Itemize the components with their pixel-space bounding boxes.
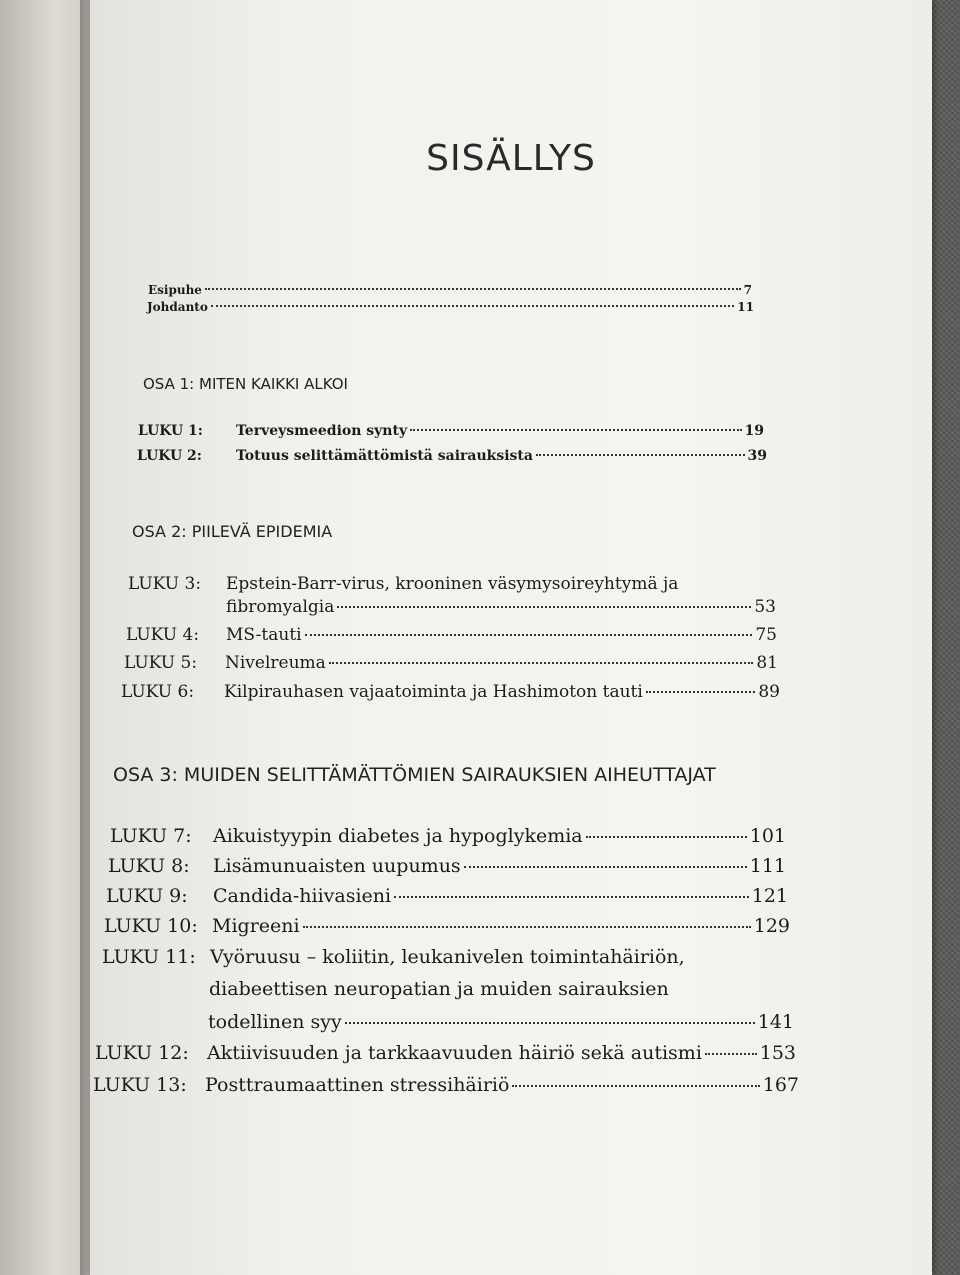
toc-page-number: 11: [737, 300, 754, 314]
part-title: OSA 1: MITEN KAIKKI ALKOI: [143, 375, 348, 393]
dot-leader: [337, 606, 751, 608]
dot-leader: [586, 836, 747, 838]
toc-chapter: [104, 915, 790, 937]
toc-chapter-line: [128, 574, 678, 594]
toc-page-number: 141: [757, 1011, 794, 1033]
toc-page-number: 75: [755, 625, 777, 645]
left-page-edge: [0, 0, 92, 1275]
chapter-title: Aktiivisuuden ja tarkkaavuuden häiriö sekä autismi: [207, 1042, 702, 1064]
toc-chapter: [108, 855, 786, 877]
toc-page-number: 121: [751, 885, 788, 907]
chapter-number: LUKU 8:: [108, 855, 190, 877]
toc-chapter: [93, 1074, 799, 1096]
chapter-title: Epstein-Barr-virus, krooninen väsymysoireyhtymä ja: [226, 574, 679, 594]
toc-entry-johdanto: [147, 300, 754, 314]
toc-chapter: [126, 625, 777, 645]
chapter-number: LUKU 3:: [128, 574, 202, 594]
toc-chapter-line: [102, 946, 685, 968]
toc-page-number: 89: [758, 682, 780, 702]
toc-page-number: 111: [749, 855, 786, 877]
chapter-title: Posttraumaattinen stressihäiriö: [205, 1074, 510, 1096]
dot-leader: [394, 896, 749, 898]
chapter-number: LUKU 13:: [93, 1074, 187, 1096]
dot-leader: [536, 454, 745, 456]
chapter-title: Terveysmeedion synty: [236, 423, 408, 439]
chapter-title: MS-tauti: [226, 625, 302, 645]
chapter-number: LUKU 10:: [104, 915, 198, 937]
dot-leader: [705, 1053, 757, 1055]
toc-chapter: [106, 885, 788, 907]
chapter-title: Kilpirauhasen vajaatoiminta ja Hashimoton tauti: [224, 682, 643, 702]
toc-chapter: [95, 1042, 796, 1064]
dot-leader: [211, 305, 734, 307]
toc-chapter: [137, 448, 767, 464]
toc-page-number: 129: [753, 915, 790, 937]
chapter-title: Nivelreuma: [225, 653, 326, 673]
chapter-title: Candida-hiivasieni: [213, 885, 392, 907]
dot-leader: [512, 1085, 759, 1087]
chapter-number: LUKU 11:: [102, 946, 196, 968]
toc-entry-esipuhe: [148, 283, 752, 297]
toc-page-number: 19: [744, 423, 764, 439]
toc-chapter: [138, 423, 764, 439]
dot-leader: [205, 288, 741, 290]
chapter-title-continued: todellinen syy: [208, 1011, 342, 1033]
page-title: SISÄLLYS: [426, 138, 596, 179]
dot-leader: [410, 429, 741, 431]
chapter-title-continued: diabeettisen neuropatian ja muiden sairauksien: [209, 978, 669, 1000]
toc-page-number: 7: [743, 283, 752, 297]
chapter-number: LUKU 5:: [124, 653, 198, 673]
chapter-title: Vyöruusu – koliitin, leukanivelen toimintahäiriön,: [210, 946, 685, 968]
toc-chapter: [226, 597, 776, 617]
toc-page-number: 53: [754, 597, 776, 617]
chapter-title: Lisämunuaisten uupumus: [213, 855, 461, 877]
dot-leader: [305, 634, 753, 636]
chapter-number: LUKU 4:: [126, 625, 200, 645]
dot-leader: [329, 662, 754, 664]
toc-entry-label: Johdanto: [147, 300, 208, 314]
toc-page-number: 39: [747, 448, 767, 464]
toc-page-number: 167: [762, 1074, 799, 1096]
dot-leader: [345, 1022, 755, 1024]
toc-chapter-line: [209, 978, 669, 1000]
chapter-number: LUKU 6:: [121, 682, 195, 702]
part-title: OSA 2: PIILEVÄ EPIDEMIA: [132, 522, 333, 541]
toc-chapter: [208, 1011, 794, 1033]
part-title: OSA 3: MUIDEN SELITTÄMÄTTÖMIEN SAIRAUKSIEN AIHEUTTAJAT: [113, 764, 716, 786]
dot-leader: [464, 866, 747, 868]
toc-chapter: [124, 653, 778, 673]
toc-page-number: 81: [756, 653, 778, 673]
table-of-contents: [90, 0, 932, 1275]
chapter-number: LUKU 12:: [95, 1042, 189, 1064]
chapter-title: Totuus selittämättömistä sairauksista: [236, 448, 533, 464]
chapter-number: LUKU 7:: [110, 825, 192, 847]
book-page: [90, 0, 932, 1275]
chapter-title: Aikuistyypin diabetes ja hypoglykemia: [213, 825, 583, 847]
toc-chapter: [121, 682, 780, 702]
toc-page-number: 153: [759, 1042, 796, 1064]
dot-leader: [646, 691, 756, 693]
chapter-number: LUKU 1:: [138, 423, 203, 439]
chapter-number: LUKU 2:: [137, 448, 202, 464]
chapter-title: Migreeni: [212, 915, 300, 937]
toc-page-number: 101: [749, 825, 786, 847]
toc-chapter: [110, 825, 786, 847]
chapter-number: LUKU 9:: [106, 885, 188, 907]
chapter-title-continued: fibromyalgia: [226, 597, 335, 617]
dot-leader: [303, 926, 751, 928]
toc-entry-label: Esipuhe: [148, 283, 202, 297]
